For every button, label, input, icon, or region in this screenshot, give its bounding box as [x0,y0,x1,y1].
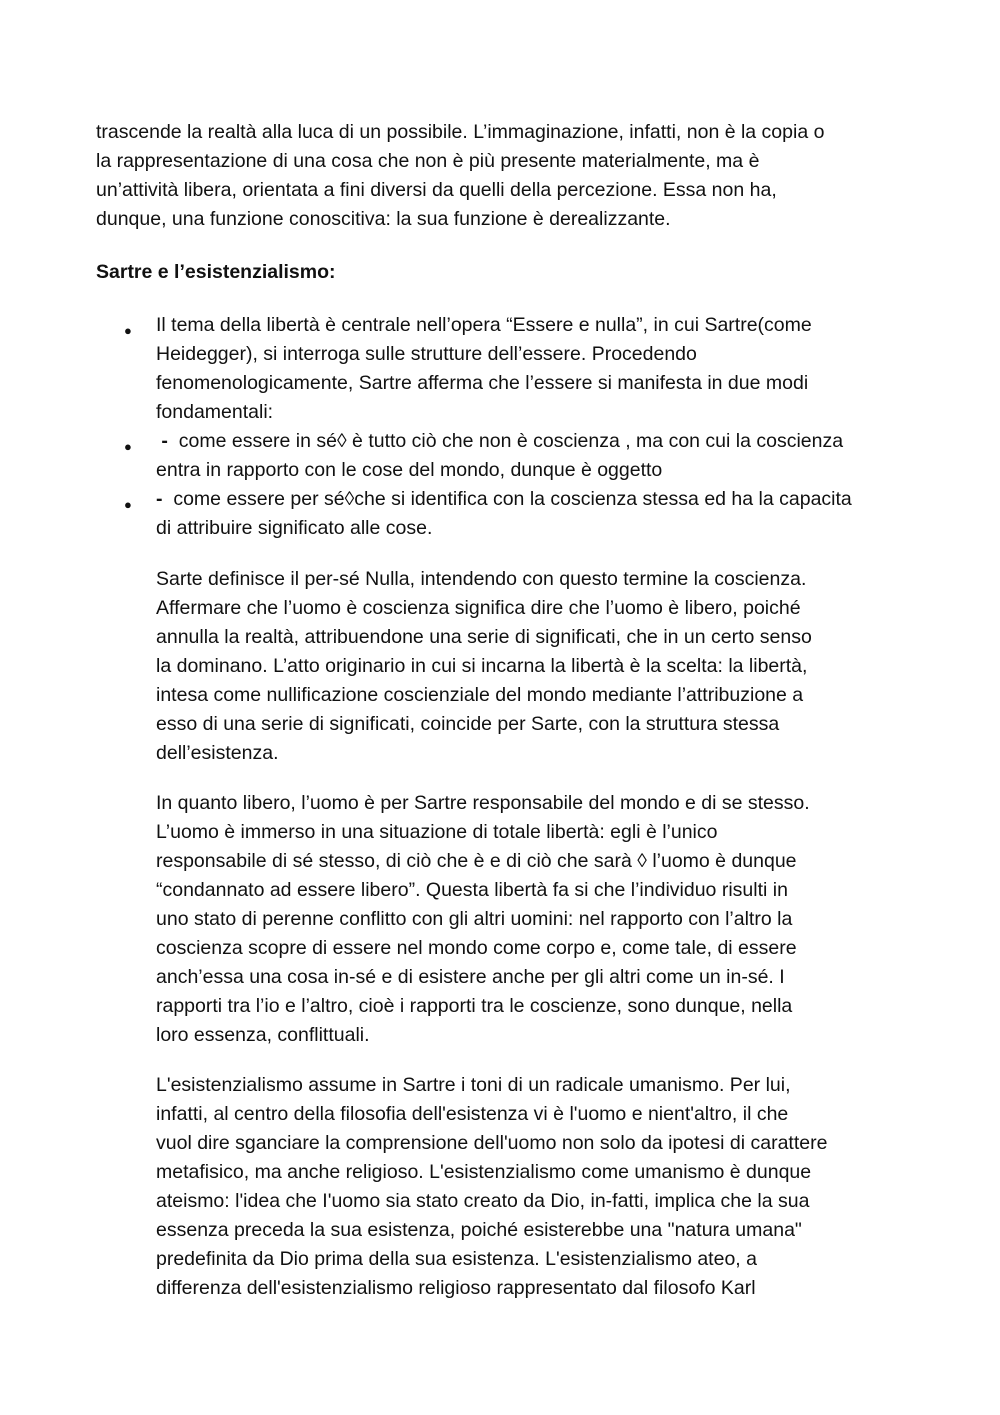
text-line: In quanto libero, l’uomo è per Sartre responsabile del mondo e di se stesso. [156,792,810,814]
text-line: coscienza scopre di essere nel mondo come corpo e, come tale, di essere [156,937,797,959]
text-line: fenomenologicamente, Sartre afferma che l’essere si manifesta in due modi [156,372,809,394]
text-line: uno stato di perenne conflitto con gli altri uomini: nel rapporto con l’altro la [156,908,793,930]
text-line: ateismo: l'idea che I'uomo sia stato creato da Dio, in-fatti, implica che la sua [156,1190,810,1212]
text-line: predefinita da Dio prima della sua esistenza. L'esistenzialismo ateo, a [156,1248,757,1270]
text-line: fondamentali: [156,401,274,423]
bullet-dash: - [156,430,174,452]
bullet-dot-icon: ● [124,497,132,512]
text-line: responsabile di sé stesso, di ciò che è e di ciò che sarà ◊ l’uomo è dunque [156,850,797,872]
text-line: trascende la realtà alla luca di un possibile. L’immaginazione, infatti, non è la copia o [96,121,825,143]
text-line: annulla la realtà, attribuendone una serie di significati, che in un certo senso [156,626,812,648]
text-line: differenza dell'esistenzialismo religioso rappresentato dal filosofo Karl [156,1277,756,1299]
text-line: di attribuire significato alle cose. [156,517,433,539]
text-line: dell’esistenza. [156,742,279,764]
text-line: la rappresentazione di una cosa che non è più presente materialmente, ma è [96,150,760,172]
text-line [156,485,852,514]
text-line: “condannato ad essere libero”. Questa libertà fa si che l’individuo risulti in [156,879,788,901]
bullet-dash: - [156,488,168,510]
text-line: L’uomo è immerso in una situazione di totale libertà: egli è l’unico [156,821,718,843]
text-line: L'esistenzialismo assume in Sartre i toni di un radicale umanismo. Per lui, [156,1074,791,1096]
text-line: un’attività libera, orientata a fini diversi da quelli della percezione. Essa non ha, [96,179,777,201]
text-line: entra in rapporto con le cose del mondo, dunque è oggetto [156,459,663,481]
bullet-dot-icon: ● [124,323,132,338]
text-line: dunque, una funzione conoscitiva: la sua funzione è derealizzante. [96,208,671,230]
text-line: vuol dire sganciare la comprensione dell'uomo non solo da ipotesi di carattere [156,1132,828,1154]
text-line: essenza preceda la sua esistenza, poiché esisterebbe una "natura umana" [156,1219,802,1241]
text-line: Heidegger), si interroga sulle strutture dell’essere. Procedendo [156,343,697,365]
bullet-dot-icon: ● [124,439,132,454]
text-line: intesa come nullificazione coscienziale del mondo mediante l’attribuzione a [156,684,804,706]
text-line: Affermare che l’uomo è coscienza significa dire che l’uomo è libero, poiché [156,597,801,619]
section-heading: Sartre e l’esistenzialismo: [96,261,336,283]
text-line [156,427,843,456]
text-line: anch’essa una cosa in-sé e di esistere anche per gli altri come un in-sé. I [156,966,785,988]
text-span: come essere per sé◊che si identifica con la coscienza stessa ed ha la capacita [167,488,852,510]
text-span: come essere in sé◊ è tutto ciò che non è coscienza , ma con cui la coscienza [173,430,844,452]
text-line: metafisico, ma anche religioso. L'esistenzialismo come umanismo è dunque [156,1161,812,1183]
text-line: la dominano. L’atto originario in cui si incarna la libertà è la scelta: la libertà, [156,655,808,677]
text-line: Sarte definisce il per-sé Nulla, intendendo con questo termine la coscienza. [156,568,807,590]
text-line: infatti, al centro della filosofia dell'esistenza vi è l'uomo e nient'altro, il che [156,1103,789,1125]
text-line: Il tema della libertà è centrale nell’opera “Essere e nulla”, in cui Sartre(come [156,314,812,336]
text-line: loro essenza, conflittuali. [156,1024,370,1046]
text-line: esso di una serie di significati, coincide per Sarte, con la struttura stessa [156,713,780,735]
text-line: rapporti tra l’io e l’altro, cioè i rapporti tra le coscienze, sono dunque, nella [156,995,793,1017]
